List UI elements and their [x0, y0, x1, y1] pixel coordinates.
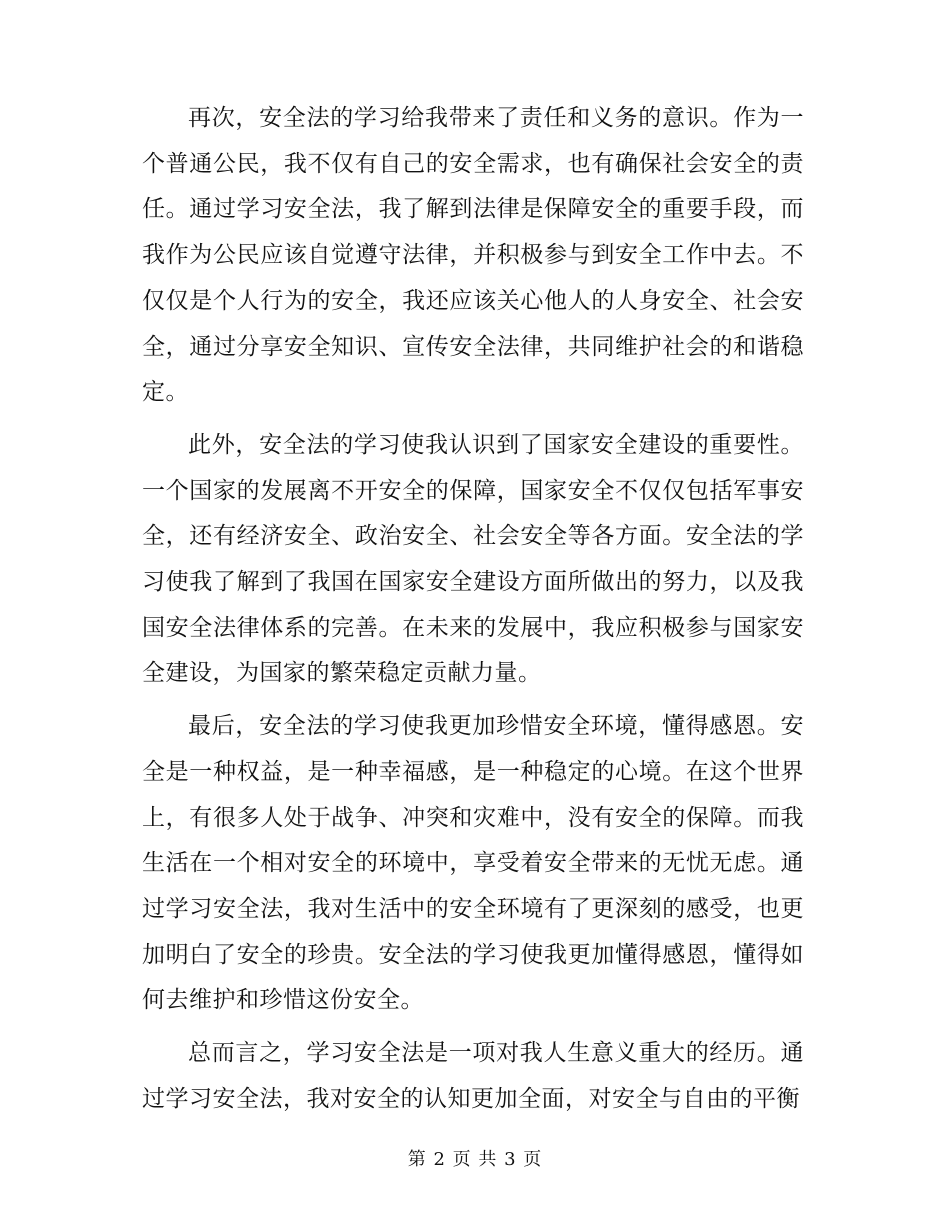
paragraph-conclusion: 总而言之，学习安全法是一项对我人生意义重大的经历。通过学习安全法，我对安全的认知更加全面，对安全与自由的平衡 — [142, 1040, 804, 1112]
paragraph-gratitude: 最后，安全法的学习使我更加珍惜安全环境，懂得感恩。安全是一种权益，是一种幸福感，是一种稳定的心境。在这个世界上，有很多人处于战争、冲突和灾难中，没有安全的保障。而我生活在一个相对安全的环境中，享受着安全带来的无忧无虑。通过学习安全法，我对生活中的安全环境有了更深刻的感受，也更加明白了安全的珍贵。安全法的学习使我更加懂得感恩，懂得如何去维护和珍惜这份安全。 — [142, 713, 804, 1014]
paragraph-national-security: 此外，安全法的学习使我认识到了国家安全建设的重要性。一个国家的发展离不开安全的保障，国家安全不仅仅包括军事安全，还有经济安全、政治安全、社会安全等各方面。安全法的学习使我了解到了我国在国家安全建设方面所做出的努力，以及我国安全法律体系的完善。在未来的发展中，我应积极参与国家安全建设，为国家的繁荣稳定贡献力量。 — [142, 431, 804, 687]
page-number-footer: 第 2 页 共 3 页 — [407, 1149, 543, 1170]
paragraph-responsibility: 再次，安全法的学习给我带来了责任和义务的意识。作为一个普通公民，我不仅有自己的安全需求，也有确保社会安全的责任。通过学习安全法，我了解到法律是保障安全的重要手段，而我作为公民应该自觉遵守法律，并积极参与到安全工作中去。不仅仅是个人行为的安全，我还应该关心他人的人身安全、社会安全，通过分享安全知识、宣传安全法律，共同维护社会的和谐稳定。 — [142, 105, 804, 406]
document-body — [142, 96, 804, 1129]
